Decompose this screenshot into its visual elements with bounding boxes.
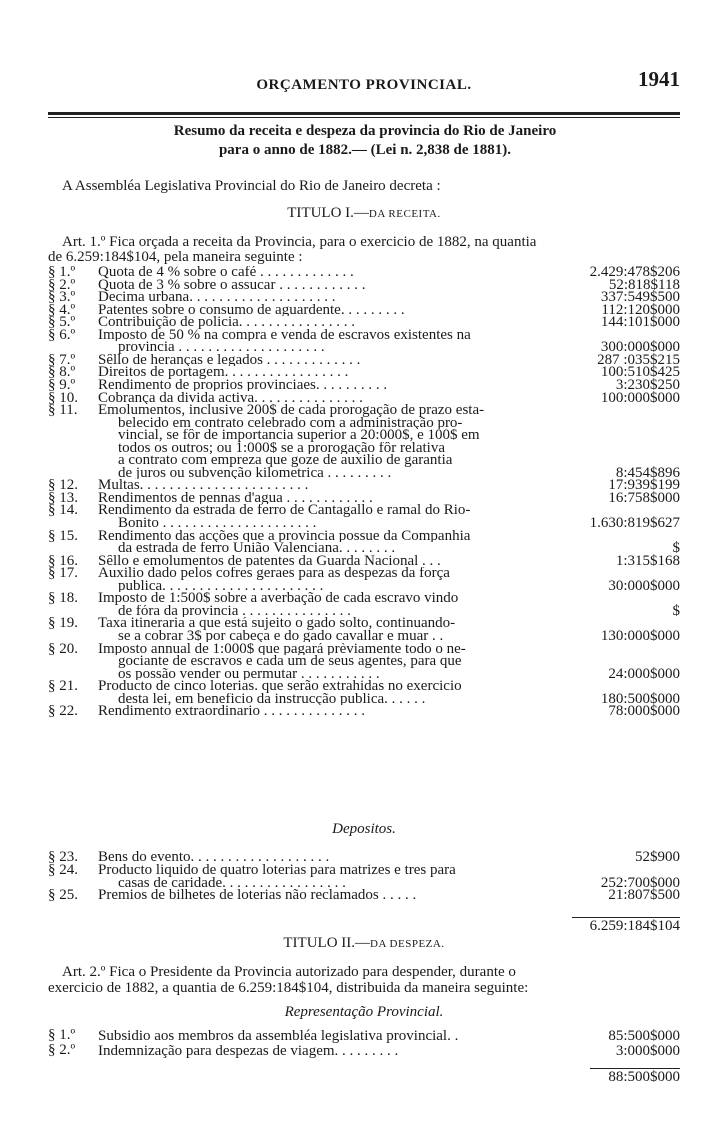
description-line: belecido em contrato celebrado com a administração pro- bbox=[118, 416, 463, 430]
item-description bbox=[98, 404, 576, 479]
item-description bbox=[98, 479, 576, 492]
description-line: Imposto de 50 % na compra e venda de escravos existentes na bbox=[98, 328, 471, 342]
item-amount: 100:510$425 bbox=[600, 364, 680, 381]
item-amount: 52:818$118 bbox=[608, 276, 680, 293]
item-amount: 3:000$000 bbox=[615, 1042, 680, 1059]
item-description bbox=[98, 316, 576, 329]
section-number: § 2.º bbox=[48, 276, 76, 293]
description-line: Rendimento de proprios provinciaes. . . . . . . . . . bbox=[98, 378, 388, 392]
receita-item bbox=[48, 489, 680, 506]
item-description bbox=[98, 530, 576, 555]
item-amount: 85:500$000 bbox=[608, 1028, 680, 1044]
art-2-line-1: Art. 2.º Fica o Presidente da Provincia autorizado para despender, durante o bbox=[62, 964, 516, 980]
item-description bbox=[98, 643, 576, 681]
receita-item bbox=[48, 316, 680, 329]
item-amount: 2.429:478$206 bbox=[589, 264, 680, 280]
description-line: da estrada de ferro União Valenciana. . . . . . . . bbox=[118, 542, 396, 555]
section-number: § 1.º bbox=[48, 264, 76, 280]
section-number: § 5.º bbox=[48, 314, 76, 331]
section-number: § 15. bbox=[48, 527, 78, 544]
item-amount: 144:101$000 bbox=[600, 314, 680, 331]
item-description bbox=[98, 889, 576, 902]
section-number: § 25. bbox=[48, 887, 78, 904]
item-description bbox=[98, 592, 576, 617]
description-line: os possão vender ou permutar . . . . . . . . . . . bbox=[118, 667, 380, 681]
description-line: Sêllo de heranças e legados . . . . . . . . . . . . . bbox=[98, 353, 361, 367]
item-description bbox=[98, 279, 576, 292]
description-line: Sêllo e emolumentos de patentes da Guarda Nacional . . . bbox=[98, 554, 441, 568]
item-amount: 78:000$000 bbox=[608, 703, 680, 720]
description-line: Subsidio aos membros da assembléa legislativa provincial. . bbox=[98, 1029, 459, 1044]
description-line: Rendimentos de pennas d'agua . . . . . . . . . . . . bbox=[98, 491, 373, 505]
item-description bbox=[98, 617, 576, 642]
description-line: Indemnização para despezas de viagem. . . . . . . . . bbox=[98, 1043, 399, 1058]
titulo-1-label: TITULO I.— bbox=[287, 205, 369, 221]
receita-item bbox=[48, 640, 680, 682]
description-line: vincial, se fôr de importancia superior a 20:000$, e 100$ em bbox=[118, 429, 480, 442]
section-number: § 3.º bbox=[48, 289, 76, 306]
section-number: § 23. bbox=[48, 849, 78, 865]
depositos-item bbox=[48, 861, 680, 891]
item-description bbox=[98, 567, 576, 592]
receita-item bbox=[48, 504, 680, 529]
receita-item bbox=[48, 617, 680, 642]
item-amount: 3:230$250 bbox=[615, 376, 680, 393]
description-line: Imposto annual de 1:000$ que pagará prèviamente todo o ne- bbox=[98, 642, 466, 656]
titulo-2-sub: DA DESPEZA. bbox=[370, 938, 445, 950]
description-line: gociante de escravos e cada um de seus agentes, para que bbox=[118, 655, 462, 668]
depositos-heading: Depositos. bbox=[332, 821, 396, 837]
item-amount: 1.630:819$627 bbox=[589, 514, 680, 531]
description-line: de juros ou subvenção kilometrica . . . . . . . . . bbox=[118, 466, 392, 480]
item-amount: $ bbox=[672, 540, 680, 557]
receita-item bbox=[48, 680, 680, 705]
item-description bbox=[98, 354, 576, 367]
section-number: § 14. bbox=[48, 502, 78, 519]
section-number: § 19. bbox=[48, 615, 78, 632]
art-1-line-1: Art. 1.º Fica orçada a receita da Provincia, para o exercicio de 1882, na quantia bbox=[62, 234, 537, 250]
description-line: Bonito . . . . . . . . . . . . . . . . . . . . . bbox=[118, 516, 317, 530]
document-heading bbox=[60, 122, 670, 160]
section-number: § 6.º bbox=[48, 326, 76, 343]
depositos-item bbox=[48, 889, 680, 902]
header-rule-thick bbox=[48, 112, 680, 115]
item-amount: 130:000$000 bbox=[600, 627, 680, 644]
receita-item bbox=[48, 326, 680, 356]
description-line: Producto liquido de quatro loterias para matrizes e tres para bbox=[98, 863, 456, 877]
item-description bbox=[98, 492, 576, 505]
titulo-1-sub: DA RECEITA. bbox=[368, 208, 441, 220]
description-line: Direitos de portagem. . . . . . . . . . . . . . . . . bbox=[98, 366, 349, 379]
titulo-2-heading bbox=[48, 937, 680, 950]
section-number: § 20. bbox=[48, 640, 78, 657]
despeza-item bbox=[48, 1041, 680, 1059]
item-description bbox=[98, 504, 576, 529]
receita-item bbox=[48, 479, 680, 492]
item-amount: 16:758$000 bbox=[608, 489, 680, 506]
header-rule-thin bbox=[48, 117, 680, 118]
description-line: Emolumentos, inclusive 200$ de cada prorogação de prazo esta- bbox=[98, 404, 485, 417]
description-line: publica. . . . . . . . . . . . . . . . . . . . . . bbox=[118, 579, 324, 593]
receita-item bbox=[48, 389, 680, 406]
description-line: Producto de cinco loterias. que serão extrahidas no exercicio bbox=[98, 680, 462, 693]
receita-item bbox=[48, 301, 680, 318]
receita-item bbox=[48, 266, 680, 279]
item-description bbox=[98, 680, 576, 705]
item-amount: 1:315$168 bbox=[615, 552, 680, 569]
description-line: casas de caridade. . . . . . . . . . . . . . . . . bbox=[118, 876, 346, 890]
item-description bbox=[98, 379, 576, 392]
depositos-item bbox=[48, 851, 680, 864]
receita-item bbox=[48, 404, 680, 479]
description-line: desta lei, em beneficio da instrucção publica. . . . . . bbox=[118, 692, 426, 706]
section-number: § 2.º bbox=[48, 1041, 76, 1058]
section-number: § 24. bbox=[48, 861, 78, 878]
description-line: Rendimento das acções que a provincia possue da Companhia bbox=[98, 529, 471, 543]
description-line: Bens do evento. . . . . . . . . . . . . . . . . . . bbox=[98, 851, 330, 864]
despeza-item bbox=[48, 1029, 680, 1044]
description-line: Rendimento da estrada de ferro de Cantagallo e ramal do Rio- bbox=[98, 504, 471, 517]
heading-line-2: para o anno de 1882.— (Lei n. 2,838 de 1881). bbox=[218, 142, 512, 158]
receita-item bbox=[48, 592, 680, 617]
item-description bbox=[98, 705, 576, 718]
despeza-total: 88:500$000 bbox=[608, 1069, 680, 1085]
description-line: Premios de bilhetes de loterias não reclamados . . . . . bbox=[98, 889, 417, 903]
section-number: § 12. bbox=[48, 477, 78, 494]
titulo-1-heading bbox=[48, 207, 680, 220]
decree-text: A Assembléa Legislativa Provincial do Rio de Janeiro decreta : bbox=[62, 178, 441, 194]
item-amount: 112:120$000 bbox=[601, 301, 680, 318]
description-line: a contrato com empreza que goze de auxilio de garantia bbox=[118, 454, 453, 467]
section-number: § 16. bbox=[48, 552, 78, 569]
page-number: 1941 bbox=[638, 67, 680, 91]
section-number: § 7.º bbox=[48, 351, 76, 368]
item-amount: 8:454$896 bbox=[615, 464, 680, 481]
item-amount: 21:807$500 bbox=[608, 887, 680, 904]
description-line: Rendimento extraordinario . . . . . . . . . . . . . . bbox=[98, 705, 366, 718]
receita-total: 6.259:184$104 bbox=[589, 918, 680, 934]
item-description bbox=[98, 851, 576, 864]
description-line: de fóra da provincia . . . . . . . . . . . . . . . bbox=[118, 604, 351, 618]
item-amount: 287 :035$215 bbox=[597, 351, 680, 368]
description-line: Quota de 4 % sobre o café . . . . . . . . . . . . . bbox=[98, 266, 354, 279]
section-number: § 21. bbox=[48, 678, 78, 695]
description-line: Quota de 3 % sobre o assucar . . . . . . . . . . . . bbox=[98, 278, 366, 292]
receita-item bbox=[48, 527, 680, 557]
receita-item bbox=[48, 376, 680, 393]
item-amount: 300:000$000 bbox=[600, 339, 680, 356]
item-description bbox=[98, 555, 576, 568]
description-line: Cobrança da divida activa. . . . . . . . . . . . . . . bbox=[98, 391, 363, 405]
item-description bbox=[98, 864, 576, 890]
section-number: § 9.º bbox=[48, 376, 76, 393]
titulo-2-label: TITULO II.— bbox=[283, 935, 371, 951]
item-amount: 252:700$000 bbox=[600, 874, 680, 891]
description-line: Contribuição de policia. . . . . . . . . . . . . . . . bbox=[98, 316, 356, 329]
receita-item bbox=[48, 351, 680, 368]
receita-item bbox=[48, 366, 680, 379]
description-line: Auxilio dado pelos cofres geraes para as despezas da força bbox=[98, 567, 450, 580]
receita-item bbox=[48, 567, 680, 592]
item-description bbox=[98, 392, 576, 405]
section-number: § 4.º bbox=[48, 301, 76, 318]
item-description bbox=[98, 329, 576, 354]
section-number: § 18. bbox=[48, 590, 78, 607]
item-amount: 100:000$000 bbox=[600, 389, 680, 406]
description-line: Decima urbana. . . . . . . . . . . . . . . . . . . . bbox=[98, 291, 336, 304]
section-number: § 11. bbox=[48, 402, 78, 419]
item-description bbox=[98, 291, 576, 304]
item-amount: 180:500$000 bbox=[600, 690, 680, 707]
receita-item bbox=[48, 291, 680, 304]
item-amount: 17:939$199 bbox=[608, 477, 680, 494]
item-amount: 337:549$500 bbox=[600, 289, 680, 306]
description-line: Multas. . . . . . . . . . . . . . . . . . . . . . . bbox=[98, 479, 309, 492]
section-number: § 10. bbox=[48, 389, 78, 406]
description-line: Patentes sobre o consumo de aguardente. . . . . . . . . bbox=[98, 303, 405, 317]
item-amount: 30:000$000 bbox=[608, 577, 680, 594]
item-description bbox=[98, 1044, 576, 1059]
section-number: § 8.º bbox=[48, 364, 76, 381]
item-amount: 52$900 bbox=[635, 849, 680, 865]
art-1-line-2: de 6.259:184$104, pela maneira seguinte : bbox=[48, 249, 303, 265]
art-2-line-2: exercicio de 1882, a quantia de 6.259:184$104, distribuida da maneira seguinte: bbox=[48, 980, 529, 996]
section-number: § 1.º bbox=[48, 1027, 76, 1043]
description-line: Imposto de 1:500$ sobre a averbação de cada escravo vindo bbox=[98, 592, 459, 605]
description-line: todos os outros; ou 1:000$ se a prorogação fôr relativa bbox=[118, 441, 446, 455]
running-header bbox=[48, 67, 680, 97]
section-number: § 22. bbox=[48, 703, 78, 720]
item-amount: $ bbox=[672, 602, 680, 619]
description-line: Taxa itineraria a que está sujeito o gado solto, continuando- bbox=[98, 617, 456, 630]
item-description bbox=[98, 266, 576, 279]
receita-item bbox=[48, 276, 680, 293]
item-description bbox=[98, 304, 576, 317]
description-line: se a cobrar 3$ por cabeça e do gado cavallar e muar . . bbox=[118, 629, 444, 643]
receita-item bbox=[48, 705, 680, 718]
description-line: provincia . . . . . . . . . . . . . . . . . . . . bbox=[118, 341, 325, 354]
section-number: § 13. bbox=[48, 489, 78, 506]
receita-item bbox=[48, 552, 680, 569]
heading-line-1: Resumo da receita e despeza da provincia do Rio de Janeiro bbox=[173, 123, 557, 139]
item-description bbox=[98, 1029, 576, 1044]
representacao-heading: Representação Provincial. bbox=[284, 1004, 444, 1020]
item-amount: 24:000$000 bbox=[608, 665, 680, 682]
section-number: § 17. bbox=[48, 565, 78, 582]
item-description bbox=[98, 366, 576, 379]
running-title: ORÇAMENTO PROVINCIAL. bbox=[256, 77, 472, 93]
